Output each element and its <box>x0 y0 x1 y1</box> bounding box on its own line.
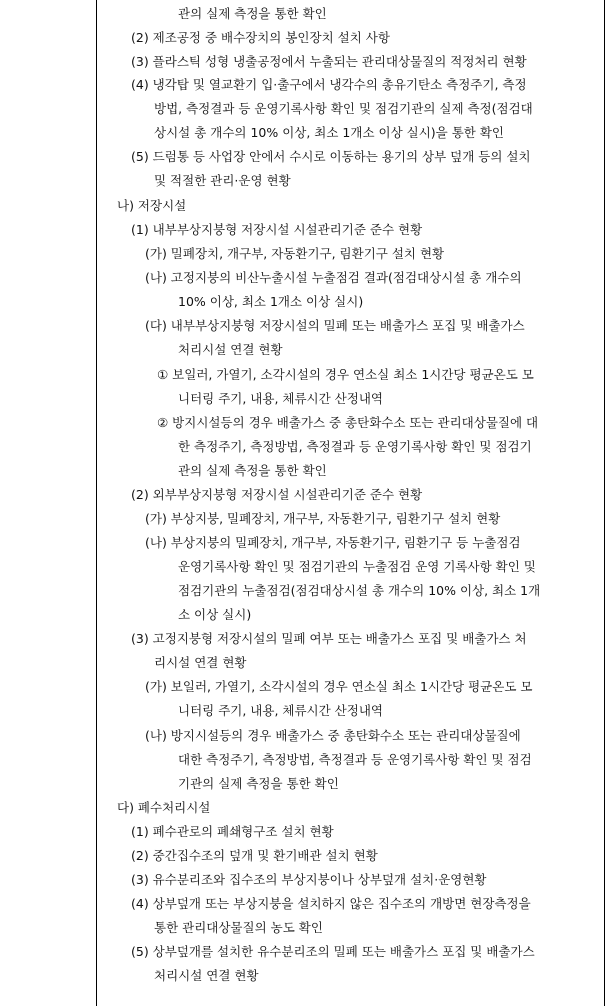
text-line: 관의 실제 측정을 통한 확인 <box>178 463 327 478</box>
section-heading: 나) 저장시설 <box>117 198 187 213</box>
text-line: ② 방지시설등의 경우 배출가스 중 총탄화수소 또는 관리대상물질에 대 <box>157 415 539 430</box>
text-line: (2) 중간집수조의 덮개 및 환기배관 설치 현황 <box>131 848 378 863</box>
table-left-border <box>96 0 97 1006</box>
text-line: (4) 상부덮개 또는 부상지붕을 설치하지 않은 집수조의 개방면 현장측정을 <box>131 896 531 911</box>
text-line: ① 보일러, 가열기, 소각시설의 경우 연소실 최소 1시간당 평균온도 모 <box>157 367 534 382</box>
text-line: (2) 외부부상지붕형 저장시설 시설관리기준 준수 현황 <box>131 487 423 502</box>
text-line: 기관의 실제 측정을 통한 확인 <box>178 776 339 791</box>
text-line: 소 이상 실시) <box>178 607 252 622</box>
text-line: 니터링 주기, 내용, 체류시간 산정내역 <box>178 703 383 718</box>
text-line: (가) 부상지붕, 밀폐장치, 개구부, 자동환기구, 림환기구 설치 현황 <box>145 511 501 526</box>
text-line: (가) 밀폐장치, 개구부, 자동환기구, 림환기구 설치 현황 <box>145 246 445 261</box>
text-line: (3) 플라스틱 성형 냉출공정에서 누출되는 관리대상물질의 적정처리 현황 <box>131 54 527 69</box>
text-line: (가) 보일러, 가열기, 소각시설의 경우 연소실 최소 1시간당 평균온도 모 <box>145 679 533 694</box>
text-line: (2) 제조공정 중 배수장치의 봉인장치 설치 사항 <box>131 30 390 45</box>
text-line: (다) 내부부상지붕형 저장시설의 밀폐 또는 배출가스 포집 및 배출가스 <box>145 318 525 333</box>
text-line: 니터링 주기, 내용, 체류시간 산정내역 <box>178 391 383 406</box>
section-heading: 다) 폐수처리시설 <box>117 800 211 815</box>
text-line: 처리시설 연결 현황 <box>154 968 259 983</box>
text-line: 방법, 측정결과 등 운영기록사항 확인 및 점검기관의 실제 측정(점검대 <box>154 101 533 116</box>
text-line: 대한 측정주기, 측정방법, 측정결과 등 운영기록사항 확인 및 점검 <box>178 752 532 767</box>
text-line: 상시설 총 개수의 10% 이상, 최소 1개소 이상 실시)을 통한 확인 <box>154 125 504 140</box>
text-line: 통한 관리대상물질의 농도 확인 <box>154 920 323 935</box>
text-line: (나) 방지시설등의 경우 배출가스 중 총탄화수소 또는 관리대상물질에 <box>145 728 521 743</box>
text-line: (3) 고정지붕형 저장시설의 밀폐 여부 또는 배출가스 포집 및 배출가스 처 <box>131 631 527 646</box>
text-line: (3) 유수분리조와 집수조의 부상지붕이나 상부덮개 설치·운영현황 <box>131 872 487 887</box>
text-line: 점검기관의 누출점검(점검대상시설 총 개수의 10% 이상, 최소 1개 <box>178 583 541 598</box>
text-line: 한 측정주기, 측정방법, 측정결과 등 운영기록사항 확인 및 점검기 <box>178 439 532 454</box>
text-line: (5) 상부덮개를 설치한 유수분리조의 밀폐 또는 배출가스 포집 및 배출가스 <box>131 944 535 959</box>
text-line: 리시설 연결 현황 <box>154 655 247 670</box>
text-line: (나) 부상지붕의 밀폐장치, 개구부, 자동환기구, 림환기구 등 누출점검 <box>145 535 521 550</box>
text-line: (5) 드럼통 등 사업장 안에서 수시로 이동하는 용기의 상부 덮개 등의 설치 <box>131 149 531 164</box>
text-line: (1) 내부부상지붕형 저장시설 시설관리기준 준수 현황 <box>131 222 423 237</box>
table-right-border <box>604 0 605 1006</box>
text-line: (나) 고정지붕의 비산누출시설 누출점검 결과(점검대상시설 총 개수의 <box>145 270 522 285</box>
text-line: 10% 이상, 최소 1개소 이상 실시) <box>178 294 364 309</box>
text-line: 운영기록사항 확인 및 점검기관의 누출점검 운영 기록사항 확인 및 <box>178 559 536 574</box>
text-line: (1) 폐수관로의 폐쇄형구조 설치 현황 <box>131 824 334 839</box>
text-line: 관의 실제 측정을 통한 확인 <box>178 6 327 21</box>
text-line: 및 적절한 관리·운영 현황 <box>154 173 291 188</box>
text-line: 처리시설 연결 현황 <box>178 342 283 357</box>
text-line: (4) 냉각탑 및 열교환기 입·출구에서 냉각수의 총유기탄소 측정주기, 측정 <box>131 77 527 92</box>
